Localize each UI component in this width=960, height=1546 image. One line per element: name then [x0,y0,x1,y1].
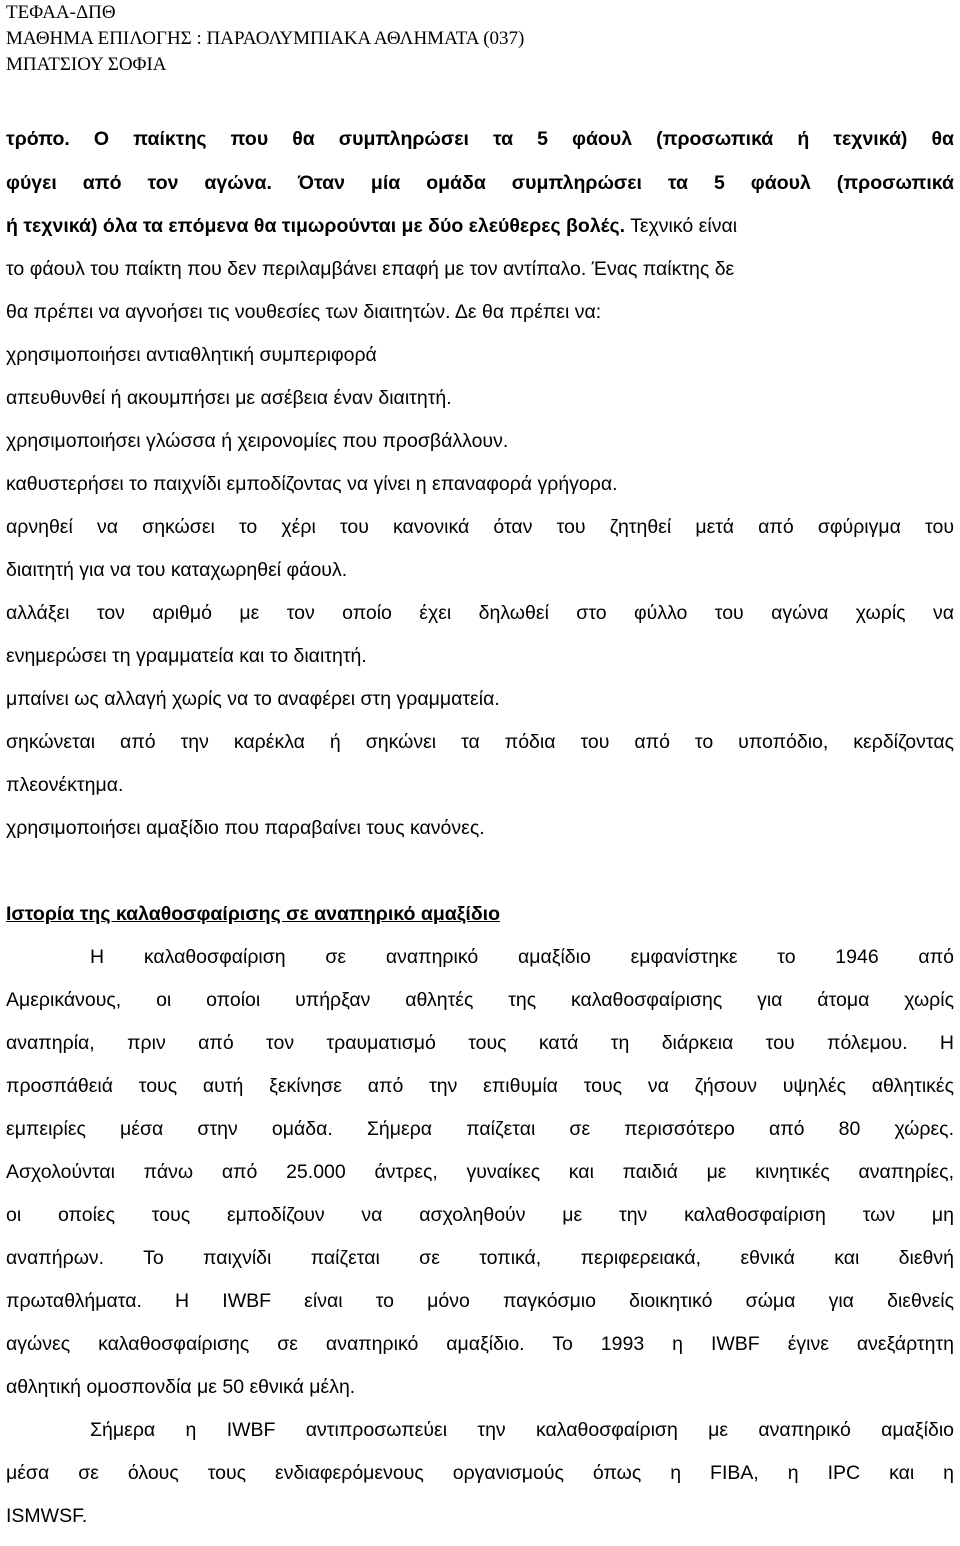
paragraph-line: οι οποίες τους εμποδίζουν να ασχοληθούν με την καλαθοσφαίριση των μη [6,1204,954,1226]
header-institution: ΤΕΦΑΑ-ΔΠΘ [6,2,116,23]
rule-item: μπαίνει ως αλλαγή χωρίς να το αναφέρει στη γραμματεία. [6,688,500,710]
rule-item: χρησιμοποιήσει αντιαθλητική συμπεριφορά [6,344,377,366]
section-heading: Ιστορία της καλαθοσφαίρισης σε αναπηρικό αμαξίδιο [6,903,501,925]
rule-item: χρησιμοποιήσει αμαξίδιο που παραβαίνει τους κανόνες. [6,817,485,839]
paragraph-line: τρόπο. Ο παίκτης που θα συμπληρώσει τα 5 φάουλ (προσωπικά ή τεχνικά) θα [6,128,954,150]
header-course: ΜΑΘΗΜΑ ΕΠΙΛΟΓΗΣ : ΠΑΡΑΟΛΥΜΠΙΑΚΑ ΑΘΛΗΜΑΤΑ (037) [6,28,525,49]
rule-item-continued: ενημερώσει τη γραμματεία και το διαιτητή. [6,645,367,667]
paragraph-line: Σήμερα η IWBF αντιπροσωπεύει την καλαθοσφαίριση με αναπηρικό αμαξίδιο [90,1419,954,1441]
rule-item-continued: πλεονέκτημα. [6,774,124,796]
paragraph-line: προσπάθειά τους αυτή ξεκίνησε από την επιθυμία τους να ζήσουν υψηλές αθλητικές [6,1075,954,1097]
paragraph-line: αναπήρων. Το παιχνίδι παίζεται σε τοπικά, περιφερειακά, εθνικά και διεθνή [6,1247,954,1269]
paragraph-line: μέσα σε όλους τους ενδιαφερόμενους οργανισμούς όπως η FIBA, η IPC και η [6,1462,954,1484]
paragraph-line: πρωταθλήματα. Η IWBF είναι το μόνο παγκόσμιο διοικητικό σώμα για διεθνείς [6,1290,954,1312]
header-author: ΜΠΑΤΣΙΟΥ ΣΟΦΙΑ [6,54,167,75]
rule-item: απευθυνθεί ή ακουμπήσει με ασέβεια έναν διαιτητή. [6,387,452,409]
paragraph-bold-text: ή τεχνικά) όλα τα επόμενα θα τιμωρούνται με δύο ελεύθερες βολές. [6,215,626,237]
rule-item-continued: διαιτητή για να του καταχωρηθεί φάουλ. [6,559,348,581]
paragraph-line [6,300,601,324]
paragraph-line: αγώνες καλαθοσφαίρισης σε αναπηρικό αμαξίδιο. Το 1993 η IWBF έγινε ανεξάρτητη [6,1333,954,1355]
rule-item: αρνηθεί να σηκώσει το χέρι του κανονικά όταν του ζητηθεί μετά από σφύριγμα του [6,516,954,538]
document-header [6,0,524,78]
paragraph-text: θα πρέπει να αγνοήσει τις νουθεσίες των διαιτητών. [6,301,451,323]
paragraph-text: Ένας παίκτης δε [586,258,735,280]
paragraph-text: Τεχνικό είναι [625,215,738,237]
paragraph-text: Δε θα πρέπει να: [450,301,602,323]
paragraph-line: Αμερικάνους, οι οποίοι υπήρξαν αθλητές της καλαθοσφαίρισης για άτομα χωρίς [6,989,954,1011]
paragraph-line: εμπειρίες μέσα στην ομάδα. Σήμερα παίζεται σε περισσότερο από 80 χώρες. [6,1118,954,1140]
rule-item: χρησιμοποιήσει γλώσσα ή χειρονομίες που προσβάλλουν. [6,430,509,452]
paragraph-line: ISMWSF. [6,1505,88,1527]
paragraph-line: αθλητική ομοσπονδία με 50 εθνικά μέλη. [6,1376,356,1398]
paragraph-line: Η καλαθοσφαίριση σε αναπηρικό αμαξίδιο εμφανίστηκε το 1946 από [90,946,954,968]
rule-item: σηκώνεται από την καρέκλα ή σηκώνει τα πόδια του από το υποπόδιο, κερδίζοντας [6,731,954,753]
paragraph-line [6,257,734,281]
rule-item: αλλάξει τον αριθμό με τον οποίο έχει δηλωθεί στο φύλλο του αγώνα χωρίς να [6,602,954,624]
rule-item: καθυστερήσει το παιχνίδι εμποδίζοντας να γίνει η επαναφορά γρήγορα. [6,473,618,495]
paragraph-text: το φάουλ του παίκτη που δεν περιλαμβάνει επαφή με τον αντίπαλο. [6,258,587,280]
paragraph-line: αναπηρία, πριν από τον τραυματισμό τους κατά τη διάρκεια του πόλεμου. Η [6,1032,954,1054]
paragraph-line: φύγει από τον αγώνα. Όταν μία ομάδα συμπληρώσει τα 5 φάουλ (προσωπικά [6,172,954,194]
paragraph-line: Ασχολούνται πάνω από 25.000 άντρες, γυναίκες και παιδιά με κινητικές αναπηρίες, [6,1161,954,1183]
paragraph-line [6,214,954,238]
